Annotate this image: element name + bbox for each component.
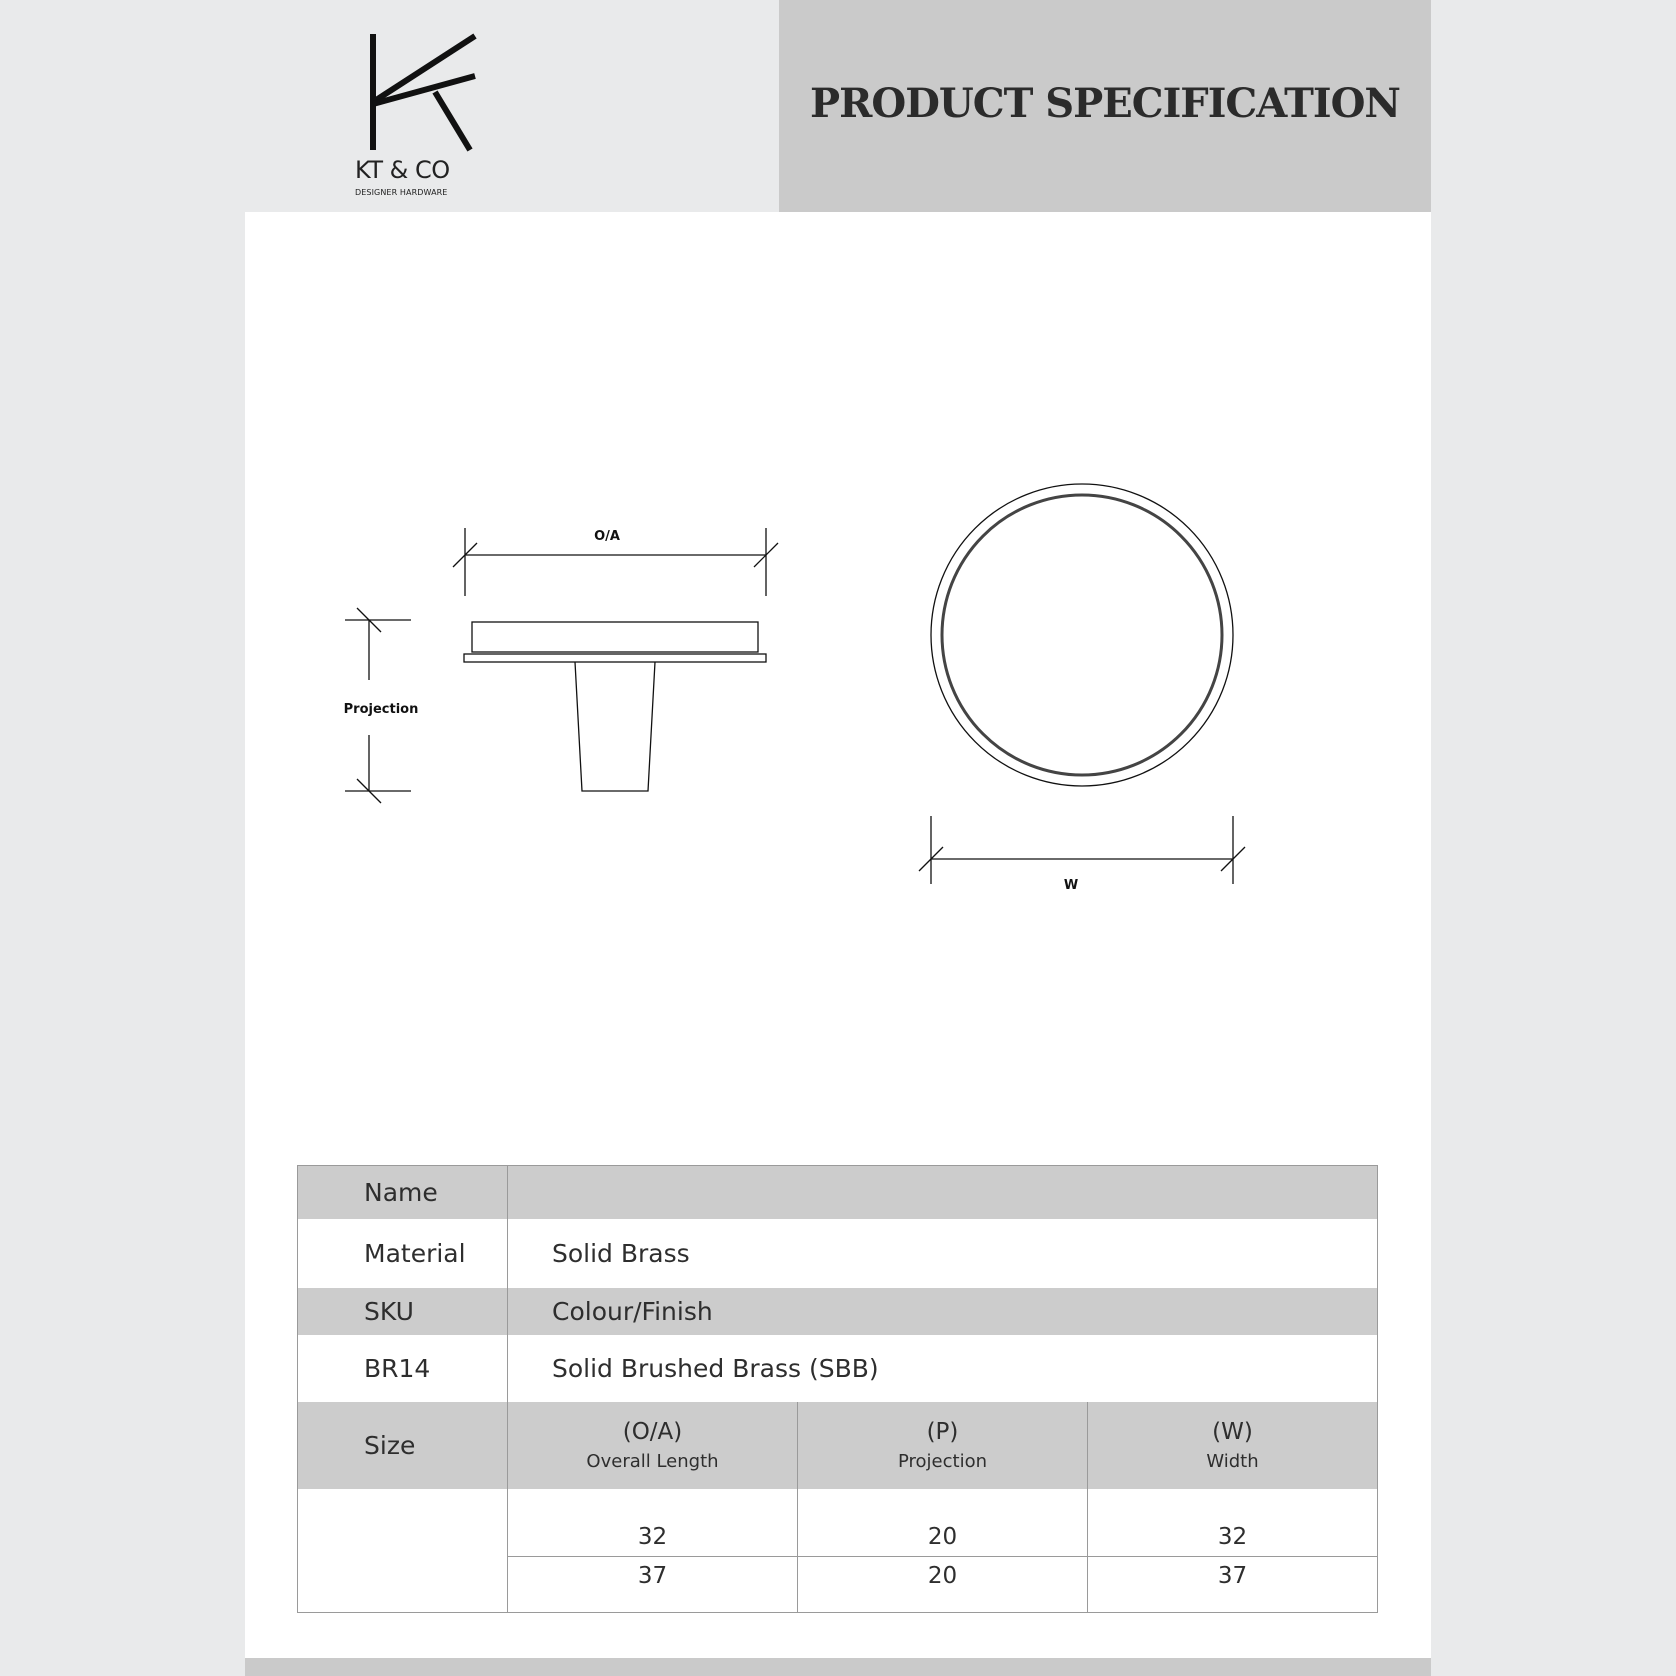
footer-strip [245, 1658, 1431, 1676]
projection-label: Projection [343, 702, 419, 717]
size-label: Size [298, 1402, 508, 1489]
size-cell: 37 [508, 1557, 798, 1613]
finish-value: Solid Brushed Brass (SBB) [552, 1353, 879, 1383]
material-row [298, 1219, 1378, 1288]
size-header-row [298, 1402, 1378, 1489]
size-cell: 20 [798, 1489, 1088, 1557]
oa-label: O/A [594, 529, 620, 544]
table-row [298, 1489, 1378, 1557]
size-cell: 20 [798, 1557, 1088, 1613]
sku-header-row [298, 1288, 1378, 1335]
technical-drawing [245, 0, 1431, 1100]
col-projection: (P) Projection [798, 1402, 1088, 1489]
material-value: Solid Brass [552, 1238, 690, 1268]
finish-header: Colour/Finish [508, 1288, 1378, 1335]
brand-name: KT & CO [355, 156, 450, 184]
name-row [298, 1166, 1378, 1219]
size-blank-cell [298, 1489, 508, 1613]
brand-tagline: DESIGNER HARDWARE [355, 188, 448, 197]
name-value [508, 1166, 1378, 1219]
spec-sheet [245, 0, 1431, 1676]
sku-value: BR14 [298, 1335, 508, 1402]
size-cell: 32 [508, 1489, 798, 1557]
material-label: Material [298, 1219, 508, 1288]
col-overall-length: (O/A) Overall Length [508, 1402, 798, 1489]
size-cell: 37 [1217, 1562, 1248, 1589]
col-width: (W) Width [1088, 1402, 1378, 1489]
knob-side-profile [464, 622, 766, 791]
size-cell: 32 [1088, 1489, 1378, 1557]
sku-label: SKU [298, 1288, 508, 1335]
sku-value-row [298, 1335, 1378, 1402]
knob-front-view [931, 484, 1233, 786]
width-label: W [1063, 878, 1079, 893]
spec-table [297, 1165, 1378, 1613]
name-label: Name [298, 1166, 508, 1219]
page-title: PRODUCT SPECIFICATION [810, 80, 1400, 127]
width-dimension [919, 816, 1245, 884]
